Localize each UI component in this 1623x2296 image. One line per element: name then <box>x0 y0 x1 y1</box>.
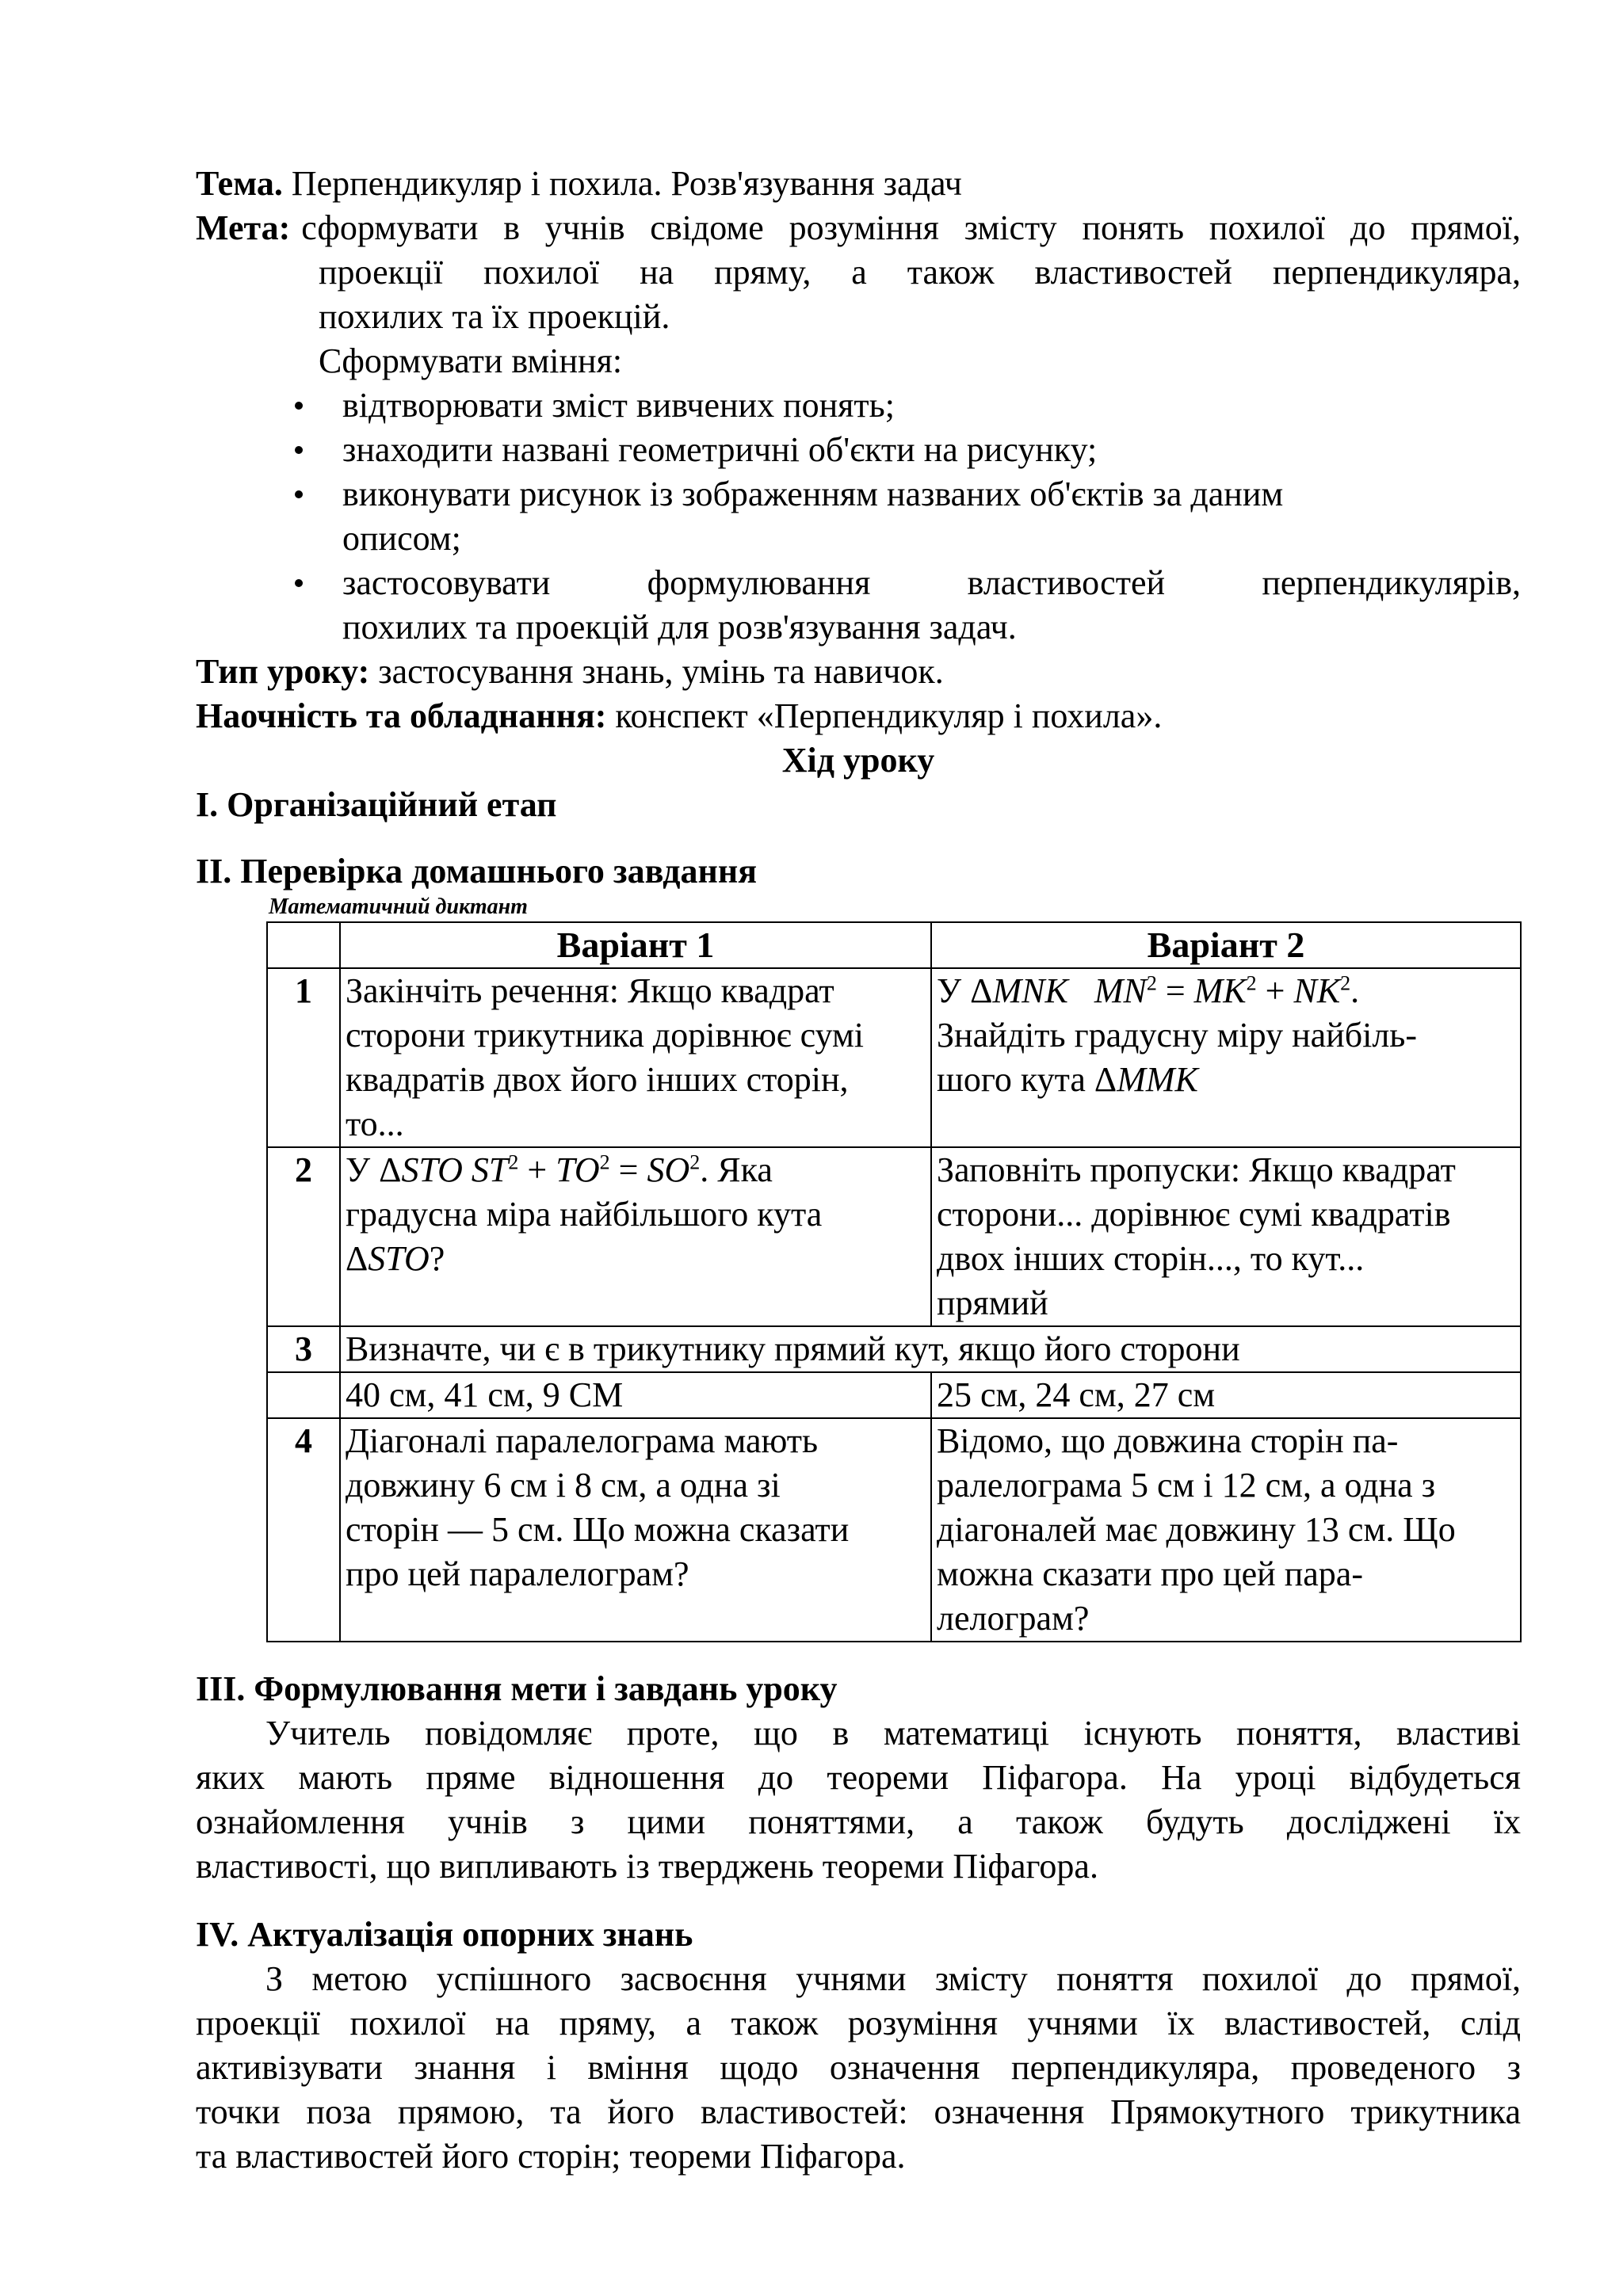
cell-line: прямий <box>937 1283 1048 1322</box>
row-number: 1 <box>267 968 340 1147</box>
bullet-item-4: застосовувати формулювання властивостей перпендикулярів, <box>342 563 1521 602</box>
table-row <box>267 968 1521 1147</box>
variant-2-cell: 25 см, 24 см, 27 см <box>931 1372 1521 1418</box>
section-4-line-4: точки поза прямою, та його властивостей: означення Прямокутного трикутника <box>196 2092 1521 2131</box>
variant-2-cell <box>931 1418 1521 1642</box>
header-variant-2: Варіант 2 <box>931 922 1521 968</box>
table-header-row <box>267 922 1521 968</box>
table-row <box>267 1372 1521 1418</box>
table-row <box>267 1418 1521 1642</box>
lesson-type-text: застосування знань, умінь та навичок. <box>378 652 944 691</box>
header-num-cell <box>267 922 340 968</box>
section-3-heading: III. Формулювання мети і завдань уроку <box>196 1669 838 1708</box>
section-4-line-1: З метою успішного засвоєння учнями змісту поняття похилої до прямої, <box>265 1959 1521 1998</box>
cell-line: сторін — 5 см. Що можна сказати <box>346 1510 850 1549</box>
bullet-item-3: виконувати рисунок із зображенням названих об'єктів за даним <box>342 475 1284 513</box>
cell-line: Закінчіть речення: Якщо квадрат <box>346 971 834 1010</box>
cell-line: сторони... дорівнює сумі квадратів <box>937 1195 1451 1234</box>
bullet-dot <box>295 446 303 454</box>
row-number: 4 <box>267 1418 340 1642</box>
bullet-item-2: знаходити названі геометричні об'єкти на рисунку; <box>342 430 1098 469</box>
topic-text: Перпендикуляр і похила. Розв'язування задач <box>291 164 962 203</box>
section-3-line-1: Учитель повідомляє проте, що в математиці існують поняття, властиві <box>265 1714 1521 1753</box>
skills-intro: Сформувати вміння: <box>319 341 623 380</box>
bullet-item-4-cont: похилих та проекцій для розв'язування задач. <box>342 608 1017 646</box>
cell-line: шого кута ΔMMK <box>937 1060 1198 1099</box>
goal-label: Мета: <box>196 208 291 247</box>
cell-line: двох інших сторін..., то кут... <box>937 1239 1365 1278</box>
header-variant-1: Варіант 1 <box>340 922 931 968</box>
variant-1-cell <box>340 1418 931 1642</box>
table-row <box>267 1147 1521 1326</box>
section-4-line-2: проекції похилої на пряму, а також розуміння учнями їх властивостей, слід <box>196 2004 1521 2042</box>
cell-line: квадратів двох його інших сторін, <box>346 1060 849 1099</box>
cell-line: ралелограма 5 см і 12 см, а одна з <box>937 1466 1436 1505</box>
section-3-line-3: ознайомлення учнів з цими поняттями, а також будуть досліджені їх <box>196 1802 1521 1841</box>
equipment-text: конспект «Перпендикуляр і похила». <box>615 696 1163 735</box>
goal-text-1: сформувати в учнів свідоме розуміння змісту понять похилої до прямої, <box>301 208 1521 247</box>
cell-line: Знайдіть градусну міру найбіль- <box>937 1016 1418 1055</box>
variant-1-cell <box>340 968 931 1147</box>
section-4-line-5: та властивостей його сторін; теореми Піфагора. <box>196 2137 906 2176</box>
course-title: Хід уроку <box>781 741 935 780</box>
variant-2-cell <box>931 968 1521 1147</box>
bullet-item-1: відтворювати зміст вивчених понять; <box>342 386 895 425</box>
cell-line: Заповніть пропуски: Якщо квадрат <box>937 1150 1456 1189</box>
table-row <box>267 1326 1521 1372</box>
variant-1-cell: 40 см, 41 см, 9 СМ <box>340 1372 931 1418</box>
cell-line: Діагоналі паралелограма мають <box>346 1421 819 1460</box>
bullet-dot <box>295 490 303 498</box>
topic-line <box>196 162 962 206</box>
variant-2-cell <box>931 1147 1521 1326</box>
cell-line: градусна міра найбільшого кута <box>346 1195 823 1234</box>
goal-text-3: похилих та їх проекцій. <box>319 297 670 336</box>
row-number: 3 <box>267 1326 340 1372</box>
cell-line: довжину 6 см і 8 см, а одна зі <box>346 1466 781 1505</box>
cell-line: У ΔMNK $MN^2 = MK^2 + NK^2$. <box>937 971 1360 1010</box>
cell-line: лелограм? <box>937 1599 1090 1638</box>
cell-line: діагоналей має довжину 13 см. Що <box>937 1510 1456 1549</box>
section-4-heading: IV. Актуалізація опорних знань <box>196 1915 693 1954</box>
section-2-heading: II. Перевірка домашнього завдання <box>196 852 757 891</box>
merged-cell: Визначте, чи є в трикутнику прямий кут, якщо його сторони <box>340 1326 1521 1372</box>
row-number: 2 <box>267 1147 340 1326</box>
topic-label: Тема. <box>196 164 283 203</box>
equipment-label: Наочність та обладнання: <box>196 696 607 735</box>
cell-line: сторони трикутника дорівнює сумі <box>346 1016 865 1055</box>
cell-line: про цей паралелограм? <box>346 1554 689 1593</box>
section-4-line-3: активізувати знання і вміння щодо означення перпендикуляра, проведеного з <box>196 2048 1521 2087</box>
cell-line: можна сказати про цей пара- <box>937 1554 1363 1593</box>
section-3-line-4: властивості, що випливають із тверджень теореми Піфагора. <box>196 1847 1098 1886</box>
bullet-dot <box>295 402 303 410</box>
section-3-line-2: яких мають пряме відношення до теореми Піфагора. На уроці відбудеться <box>196 1758 1521 1797</box>
dictation-table <box>266 921 1522 1642</box>
goal-text-2: проекції похилої на пряму, а також властивостей перпендикуляра, <box>319 253 1521 292</box>
bullet-item-3-cont: описом; <box>342 519 461 558</box>
cell-line: то... <box>346 1104 404 1143</box>
variant-1-cell <box>340 1147 931 1326</box>
dictation-caption: Математичний диктант <box>269 894 528 919</box>
goal-line-1 <box>196 206 1521 250</box>
cell-line: У ΔSTO $ST^2 + TO^2 = SO^2$. Яка <box>346 1150 773 1189</box>
equipment-line <box>196 694 1162 738</box>
cell-line: Відомо, що довжина сторін па- <box>937 1421 1399 1460</box>
cell-line: ΔSTO? <box>346 1239 445 1278</box>
bullet-dot <box>295 579 303 587</box>
section-1-heading: I. Організаційний етап <box>196 785 557 824</box>
row-number <box>267 1372 340 1418</box>
lesson-type-label: Тип уроку: <box>196 652 370 691</box>
lesson-type-line <box>196 650 944 694</box>
